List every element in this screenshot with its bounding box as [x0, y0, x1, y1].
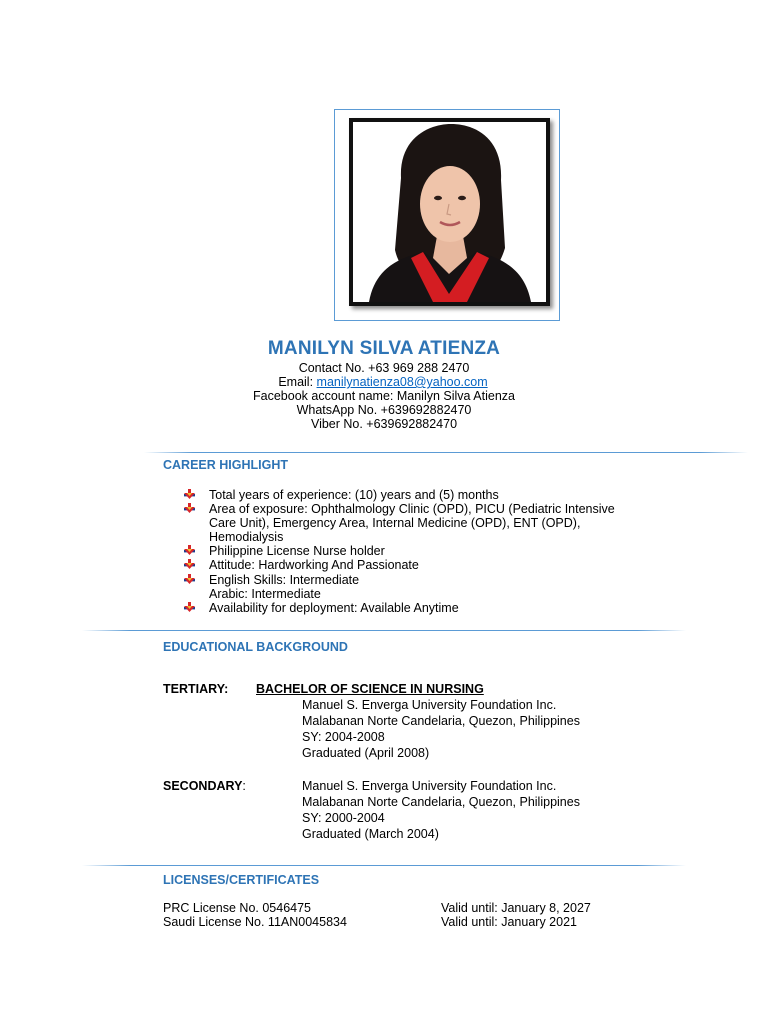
applicant-name: MANILYN SILVA ATIENZA: [267, 338, 501, 359]
arrow-bullet-icon: [184, 559, 198, 571]
license-validity: Valid until: January 8, 2027: [441, 901, 591, 915]
list-item: Area of exposure: Ophthalmology Clinic (OPD), PICU (Pediatric Intensive Care Unit), Emergency Area, Internal Medicine (OPD), ENT (OPD), Hemodialysis: [184, 502, 644, 544]
career-highlight-title: CAREER HIGHLIGHT: [163, 458, 288, 472]
divider: [82, 630, 686, 631]
career-highlight-list: [184, 488, 644, 615]
whatsapp-line: WhatsApp No. +639692882470: [296, 403, 472, 417]
arrow-bullet-icon: [184, 545, 198, 557]
tertiary-label: TERTIARY:: [163, 682, 229, 696]
divider: [144, 452, 748, 453]
email-link[interactable]: manilynatienza08@yahoo.com: [316, 375, 488, 389]
license-name: Saudi License No. 11AN0045834: [163, 915, 347, 929]
tertiary-details: Manuel S. Enverga University Foundation Inc. Malabanan Norte Candelaria, Quezon, Philippines SY: 2004-2008 Graduated (April 2008): [302, 698, 580, 760]
arrow-bullet-icon: [184, 503, 198, 515]
list-item: Attitude: Hardworking And Passionate: [184, 558, 644, 572]
arrow-bullet-icon: [184, 489, 198, 501]
profile-photo-image: [349, 118, 550, 306]
education-title: EDUCATIONAL BACKGROUND: [163, 640, 348, 654]
list-item: Availability for deployment: Available Anytime: [184, 601, 644, 615]
secondary-label: SECONDARY: [163, 779, 243, 793]
facebook-line: Facebook account name: Manilyn Silva Atienza: [253, 389, 515, 403]
contact-number: Contact No. +63 969 288 2470: [298, 361, 470, 375]
secondary-label-wrap: SECONDARY:: [163, 779, 246, 793]
arrow-bullet-icon: [184, 574, 198, 586]
email-prefix: Email:: [278, 375, 317, 389]
list-item: Total years of experience: (10) years and (5) months: [184, 488, 644, 502]
viber-line: Viber No. +639692882470: [310, 417, 458, 431]
email-line: [0, 375, 767, 389]
divider: [82, 865, 686, 866]
list-item: Philippine License Nurse holder: [184, 544, 644, 558]
tertiary-degree: BACHELOR OF SCIENCE IN NURSING: [256, 682, 484, 696]
profile-photo: [349, 118, 550, 306]
secondary-details: Manuel S. Enverga University Foundation Inc. Malabanan Norte Candelaria, Quezon, Philippines SY: 2000-2004 Graduated (March 2004): [302, 779, 580, 841]
licenses-title: LICENSES/CERTIFICATES: [163, 873, 320, 887]
list-item: Arabic: Intermediate: [209, 586, 321, 601]
list-item: English Skills: Intermediate: [184, 573, 644, 587]
license-validity: Valid until: January 2021: [441, 915, 577, 929]
license-name: PRC License No. 0546475: [163, 901, 312, 915]
arrow-bullet-icon: [184, 602, 198, 614]
